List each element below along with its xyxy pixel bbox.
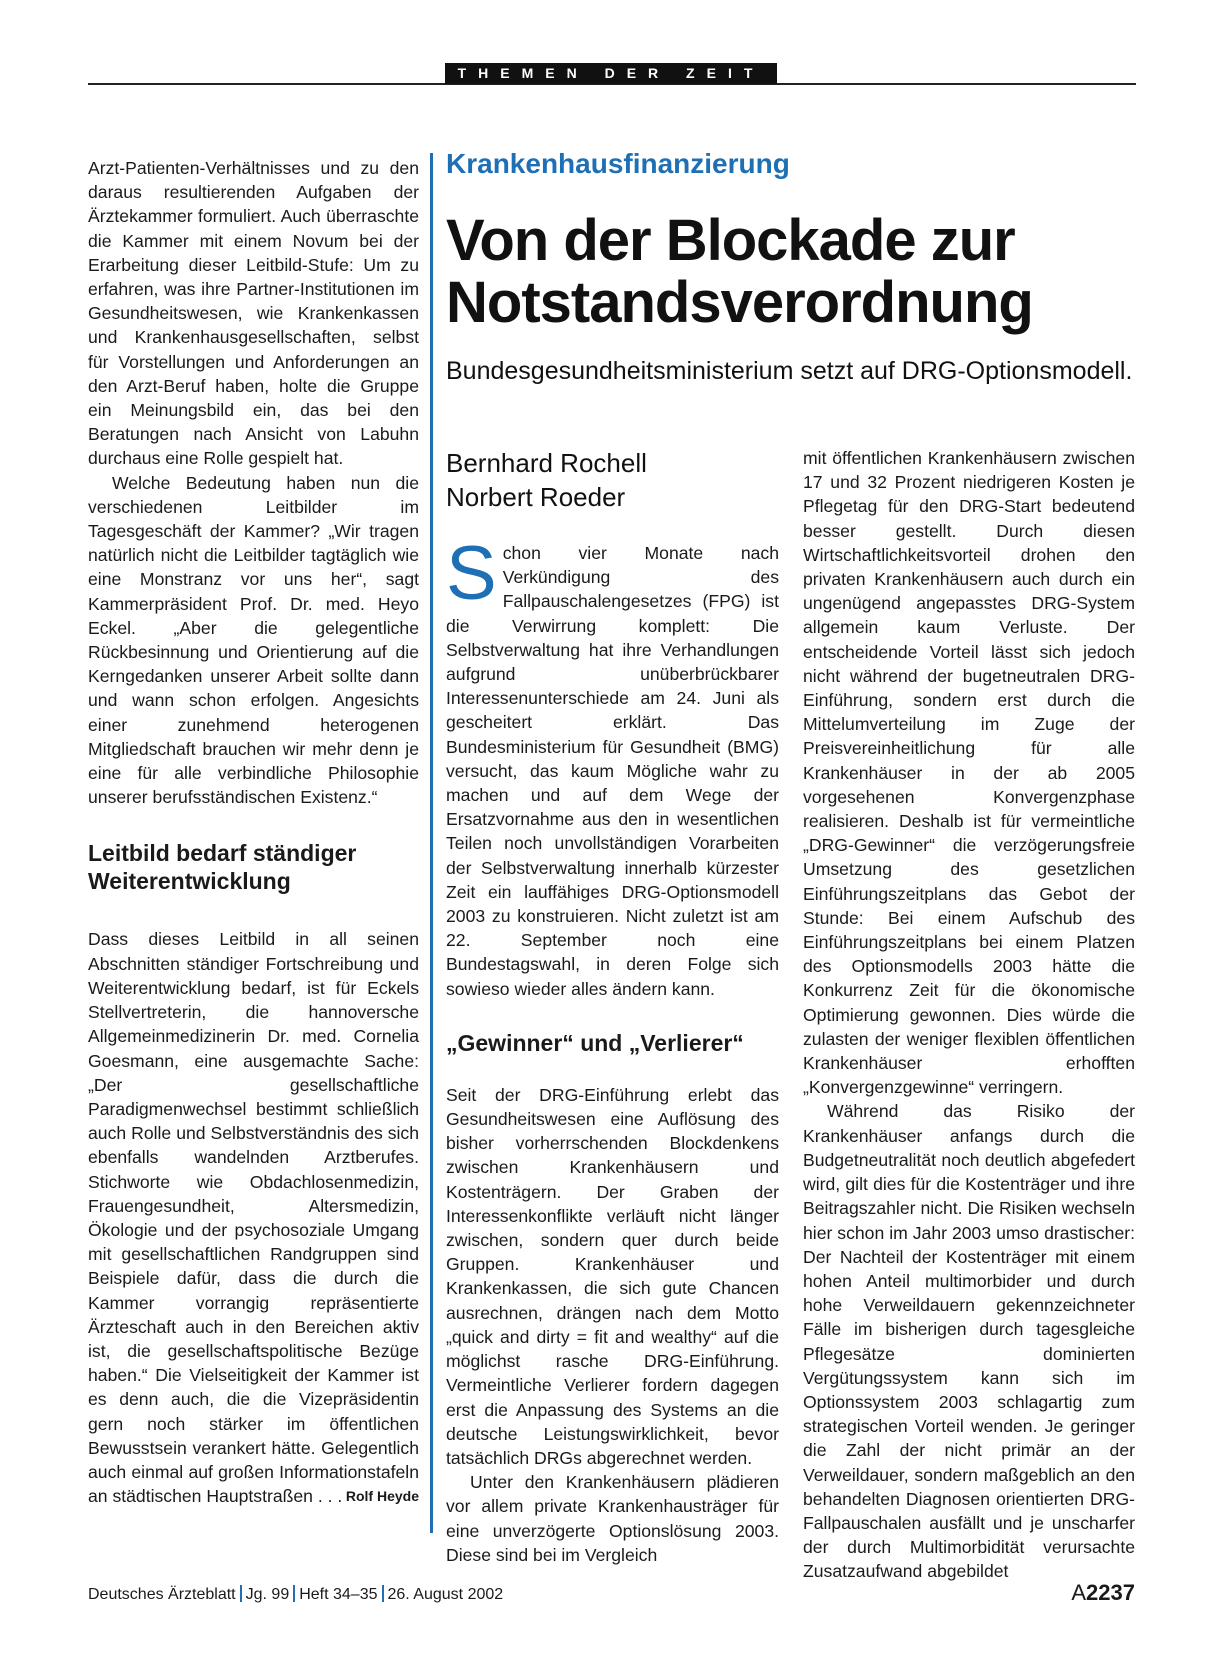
body-text: Dass dieses Leitbild in all seinen Abschnitten ständiger Fortschreibung und Weiterentwicklung bedarf, ist für Eckels Stellvertreterin, die hannoversche Allgemeinmedizinerin Dr. med. Cornelia Goesmann, eine ausgemachte Sache: „Der gesellschaftliche Paradigmenwechsel bestimmt schließlich auch Rolle und Selbstverständnis des sich ebenfalls wandelnden Arztberufes. Stichworte wie Obdachlosenmedizin, Frauengesundheit, Altersmedizin, Ökologie und der psychosoziale Umgang mit gesellschaftlichen Randgruppen sind Beispiele dafür, dass die durch die Kammer vorrangig repräsentierte Ärzteschaft auch in den Bereichen aktiv ist, die gesellschaftspolitische Bezüge haben.“ Die Vielseitigkeit der Kammer ist es denn auch, die die Vizepräsidentin gern noch stärker im öffentlichen Bewusstsein verankert hätte. Gelegentlich auch einmal auf großen Informationstafeln an städtischen Hauptstraßen . . . [88, 929, 419, 1507]
body-text: chon vier Monate nach Verkündigung des Fallpauschalengesetzes (FPG) ist die Verwirrung komplett: Die Selbstverwaltung hat ihre Verhandlungen aufgrund unüberbrückbarer Interessenunterschiede am 24. Juni als gescheitert erklärt. Das Bundesministerium für Gesundheit (BMG) versucht, das kaum Mögliche wahr zu machen und auf dem Wege der Ersatzvornahme aus den in wesentlichen Teilen noch unvollständigen Vorarbeiten der Selbstverwaltung innerhalb kürzester Zeit ein lauffähiges DRG-Optionsmodell 2003 zu konstruieren. Nicht zuletzt ist am 22. September noch eine Bundestagswahl, in deren Folge sich sowieso wieder alles ändern kann. [446, 543, 779, 999]
journal-issue: Heft 34–35 [299, 1586, 378, 1603]
accent-bar [430, 153, 433, 1533]
footer-separator [240, 1585, 242, 1602]
body-paragraph: mit öffentlichen Krankenhäusern zwischen 17 und 32 Prozent niedrigeren Kosten je Pflegetag für den DRG-Start bedeutend besser gestellt. Durch diesen Wirtschaftlichkeitsvorteil drohen den privaten Krankenhäusern auch durch ein ungenügend angepasstes DRG-System allgemein kaum Verluste. Der entscheidende Vorteil lässt sich jedoch nicht während der bugetneutralen DRG-Einführung, sondern erst durch die Mittelumverteilung im Zuge der Preisvereinheitlichung für alle Krankenhäuser in der ab 2005 vorgesehenen Konvergenzphase realisieren. Deshalb ist für vermeintliche „DRG-Gewinner“ die verzögerungsfreie Umsetzung des gesetzlichen Einführungszeitplans das Gebot der Stunde: Bei einem Aufschub des Einführungszeitplans bei einem Platzen des Optionsmodells 2003 hätte die Konkurrenz Zeit für die ökonomische Optimierung gewonnen. Dies würde die zulasten der weniger flexiblen öffentlichen Krankenhäuser erhofften „Konvergenzgewinne“ verringern. [803, 448, 1135, 1098]
page-footer [88, 1585, 503, 1604]
section-heading: Leitbild bedarf ständiger Weiterentwicklung [88, 840, 357, 895]
footer-separator [293, 1585, 295, 1602]
journal-volume: Jg. 99 [245, 1586, 290, 1603]
column-1 [88, 156, 419, 1508]
section-tag: THEMEN DER ZEIT [445, 63, 777, 84]
article-headline: Von der Blockade zur Notstandsverordnung [446, 208, 1033, 335]
drop-cap: S [446, 531, 497, 616]
section-heading: „Gewinner“ und „Verlierer“ [446, 1029, 744, 1056]
author-name: Norbert Roeder [446, 482, 626, 512]
page-number-value: 2237 [1086, 1580, 1135, 1605]
article-subheadline: Bundesgesundheitsministerium setzt auf DRG-Optionsmodell. [446, 357, 1133, 385]
body-paragraph: Arzt-Patienten-Verhältnisses und zu den daraus resultierenden Aufgaben der Ärztekammer formuliert. Auch überraschte die Kammer mit einem Novum bei der Erarbeitung dieser Leitbild-Stufe: Um zu erfahren, was ihre Partner-Institutionen im Gesundheitswesen, wie Krankenkassen und Krankenhausgesellschaften, selbst für Vorstellungen und Anforderungen an den Arzt-Beruf haben, holte die Gruppe ein Meinungsbild ein, das bei den Beratungen nach Ansicht von Labuhn durchaus eine Rolle gespielt hat. [88, 158, 419, 469]
body-paragraph: Während das Risiko der Krankenhäuser anfangs durch die Budgetneutralität noch deutlich abgefedert wird, gilt dies für die Kostenträger und ihre Beitragszahler nicht. Die Risiken wechseln hier schon im Jahr 2003 umso drastischer: Der Nachteil der Kostenträger mit einem hohen Anteil multimorbider und durch hohe Verweildauern gekennzeichneter Fälle im bisherigen durch tagesgleiche Pflegesätze dominierten Vergütungssystem kann sich im Optionssystem 2003 schlagartig zum strategischen Vorteil wenden. Je geringer die Zahl der nicht primär an der Verweildauer, sondern maßgeblich an den behandelten Diagnosen orientierten DRG-Fallpauschalen ausfällt und je unscharfer der durch Multimorbidität verursachte Zusatzaufwand abgebildet [803, 1101, 1135, 1582]
body-paragraph: Unter den Krankenhäusern plädieren vor allem private Krankenhausträger für eine unverzögerte Optionslösung 2003. Diese sind bei im Vergleich [446, 1472, 779, 1565]
body-paragraph: Seit der DRG-Einführung erlebt das Gesundheitswesen eine Auflösung des bisher vorherrschenden Blockdenkens zwischen Krankenhäusern und Kostenträgern. Der Graben der Interessenkonflikte verläuft nicht länger zwischen, sondern quer durch beide Gruppen. Krankenhäuser und Krankenkassen, die sich gute Chancen ausrechnen, drängen nach dem Motto „quick and dirty = fit and wealthy“ auf die möglichst rasche DRG-Einführung. Vermeintliche Verlierer fordern dagegen erst die Anpassung des Systems an die deutsche Leistungswirklichkeit, bevor tatsächlich DRGs abgerechnet werden. [446, 1084, 779, 1468]
author-name: Bernhard Rochell [446, 448, 647, 478]
article-authors [446, 446, 647, 514]
body-paragraph [88, 927, 419, 1508]
column-3 [803, 446, 1135, 1584]
page-prefix: A [1071, 1580, 1087, 1605]
body-paragraph: Welche Bedeutung haben nun die verschiedenen Leitbilder im Tagesgeschäft der Kammer? „Wir tragen natürlich nicht die Leitbilder tagtäglich wie eine Monstranz vor uns her“, sagt Kammerpräsident Prof. Dr. med. Heyo Eckel. „Aber die gelegentliche Rückbesinnung und Orientierung auf die Kerngedanken unserer Arbeit sollte dann und wann schon erfolgen. Angesichts einer zunehmend heterogenen Mitgliedschaft brauchen wir mehr denn je eine für alle verbindliche Philosophie unserer berufsständischen Existenz.“ [88, 472, 419, 808]
page-number [1071, 1580, 1135, 1606]
issue-date: 26. August 2002 [387, 1586, 504, 1603]
body-paragraph [446, 531, 779, 1001]
article-kicker: Krankenhausfinanzierung [446, 148, 790, 179]
author-signature: Rolf Heyde [345, 1488, 419, 1505]
journal-name: Deutsches Ärzteblatt [88, 1586, 236, 1603]
footer-separator [382, 1585, 384, 1602]
column-2 [446, 531, 779, 1567]
